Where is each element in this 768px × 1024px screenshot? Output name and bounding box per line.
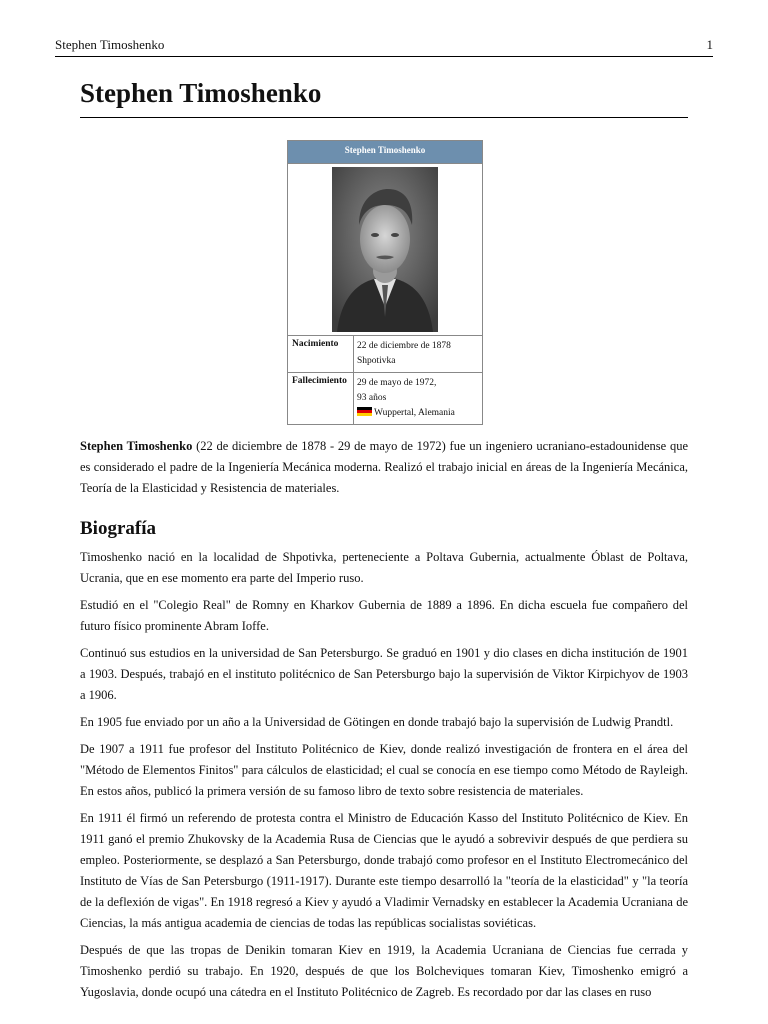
lead-name: Stephen Timoshenko xyxy=(80,439,193,453)
infobox-label: Nacimiento xyxy=(288,336,354,372)
birth-date: 22 de diciembre de 1878 xyxy=(357,341,451,351)
page-header xyxy=(55,37,713,57)
birth-place: Shpotivka xyxy=(357,356,396,366)
body-paragraph: En 1905 fue enviado por un año a la Universidad de Götingen en donde trabajó bajo la supervisión de Ludwig Prandtl. xyxy=(80,715,674,729)
body-paragraph: Continuó sus estudios en la universidad de San Petersburgo. Se graduó en 1901 y dio clases en dicha institución de 1901 a 1903. Después, trabajó en el instituto politécnico de San Petersburgo bajo la supervisión de Viktor Kirpichyov de 1903 a 1906. xyxy=(80,646,688,702)
body-paragraph: De 1907 a 1911 fue profesor del Instituto Politécnico de Kiev, donde realizó investigación de frontera en el área del "Método de Elementos Finitos" para cálculos de elasticidad; el cual se conocía en ese tiempo como Método de Rayleigh. En estos años, publicó la primera versión de su famoso libro de texto sobre resistencia de materiales. xyxy=(80,742,688,798)
death-date: 29 de mayo de 1972, xyxy=(357,378,437,388)
germany-flag-icon xyxy=(357,407,372,416)
portrait-photo xyxy=(332,167,438,332)
infobox-value xyxy=(354,373,482,424)
article-body xyxy=(80,436,688,1009)
infobox-label: Fallecimiento xyxy=(288,373,354,424)
infobox-caption: Stephen Timoshenko xyxy=(288,141,482,164)
page-number: 1 xyxy=(706,37,713,52)
lead-paragraph xyxy=(80,436,688,499)
section-heading: Biografía xyxy=(80,518,156,539)
infobox-row-birth xyxy=(288,336,482,373)
infobox-value xyxy=(354,336,482,372)
death-place-line xyxy=(357,406,479,421)
lead-text: (22 de diciembre de 1878 - 29 de mayo de 1972) fue un ingeniero ucraniano-estadounidense que es considerado el padre de la Ingeniería Mecánica moderna. Realizó el trabajo inicial en áreas de la Ingeniería Mecánica, Teoría de la Elasticidad y Resistencia de materiales. xyxy=(80,439,688,495)
death-age: 93 años xyxy=(357,393,387,403)
infobox xyxy=(287,140,483,425)
death-place: Wuppertal, Alemania xyxy=(374,408,455,418)
body-paragraph: Después de que las tropas de Denikin tomaran Kiev en 1919, la Academia Ucraniana de Ciencias fue cerrada y Timoshenko perdió su trabajo. En 1920, después de que los Bolcheviques tomaran Kiev, Timoshenko emigró a Yugoslavia, donde ocupó una cátedra en el Instituto Politécnico de Zagreb. Es recordado por dar las clases en ruso xyxy=(80,943,688,999)
body-paragraph: Timoshenko nació en la localidad de Shpotivka, perteneciente a Poltava Gubernia, actualmente Óblast de Poltava, Ucrania, que en ese momento era parte del Imperio ruso. xyxy=(80,550,688,585)
body-paragraph: Estudió en el "Colegio Real" de Romny en Kharkov Gubernia de 1889 a 1896. En dicha escuela fue compañero del futuro físico prominente Abram Ioffe. xyxy=(80,598,688,633)
body-paragraph: En 1911 él firmó un referendo de protesta contra el Ministro de Educación Kasso del Instituto Politécnico de Kiev. En 1911 ganó el premio Zhukovsky de la Academia Rusa de Ciencias que le ayudó a sobrevivir después de que perdiera su empleo. Posteriormente, se desplazó a San Petersburgo, donde trabajó como profesor en el Instituto Electromecánico del Instituto de Vías de San Petersburgo (1911-1917). Durante este tiempo desarrolló la "teoría de la elasticidad" y "la teoría de la deflexión de vigas". En 1918 regresó a Kiev y ayudó a Vladimir Vernadsky en establecer la Academia Ucraniana de Ciencias, la más antigua academia de ciencias de todas las repúblicas socialistas soviéticas. xyxy=(80,811,688,930)
infobox-row-death xyxy=(288,373,482,424)
article-title: Stephen Timoshenko xyxy=(80,78,688,118)
infobox-photo-cell xyxy=(288,164,482,336)
running-title: Stephen Timoshenko xyxy=(55,37,165,52)
